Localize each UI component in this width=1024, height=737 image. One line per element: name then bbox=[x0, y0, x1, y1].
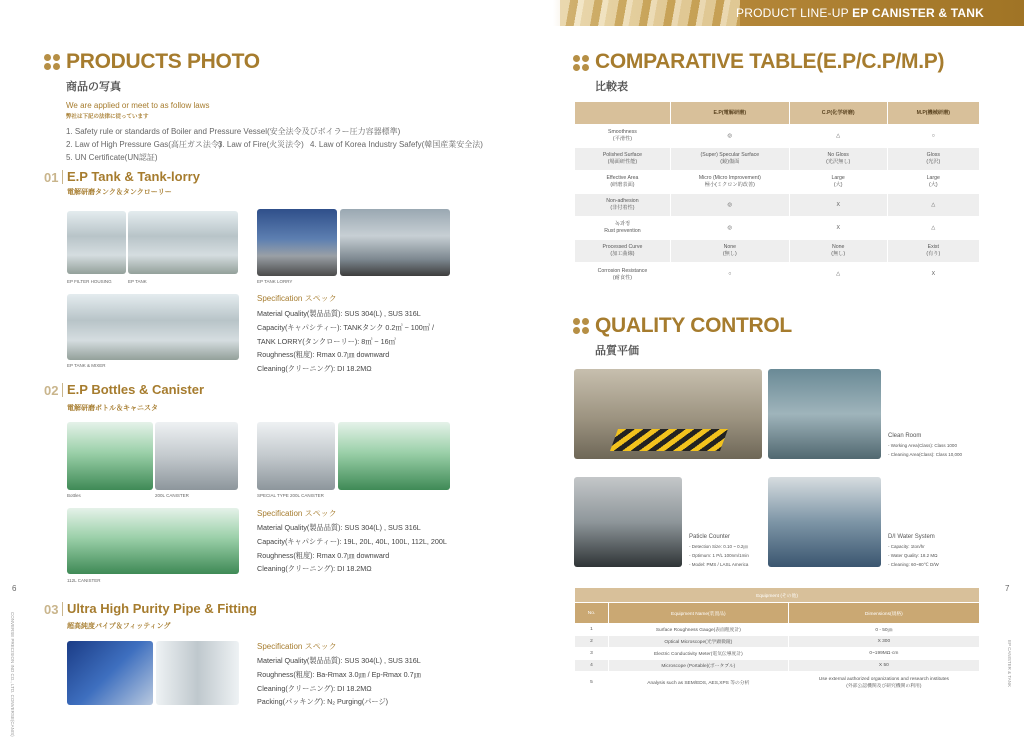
cell-no: 2 bbox=[575, 636, 609, 648]
clean-room-line: - Cleaning Area(Class): Class 10,000 bbox=[888, 452, 963, 457]
val: None bbox=[831, 244, 845, 250]
di-line: - Water Quality: 18.2 MΩ bbox=[888, 553, 938, 558]
table-row bbox=[575, 660, 980, 672]
label-en: Non-adhesion bbox=[606, 198, 639, 204]
spec-line: Material Quality(製品品質): SUS 304(L) , SUS 316L bbox=[257, 309, 421, 318]
intro-en: We are applied or meet to as follow laws bbox=[66, 101, 210, 110]
table-row bbox=[575, 194, 980, 217]
val: X bbox=[931, 271, 936, 277]
cell-name: Optical Microscope(光学顕微鏡) bbox=[608, 636, 788, 648]
section-title: E.P Tank & Tank-lorry bbox=[67, 169, 200, 184]
section-title: Ultra High Purity Pipe & Fitting bbox=[67, 601, 257, 616]
spec-line: Capacity(キャパシティー): 19L, 20L, 40L, 100L, 112L, 200L bbox=[257, 536, 447, 546]
spec-line: Cleaning(クリーニング): DI 18.2MΩ bbox=[257, 564, 372, 574]
label-en: Effective Area bbox=[606, 175, 639, 181]
val: Large bbox=[926, 175, 940, 181]
intro-jp: 弊社は下記の法律に従っています bbox=[66, 114, 149, 120]
clean-room-photo-1 bbox=[574, 369, 762, 459]
val: None bbox=[723, 244, 737, 250]
clean-room-photo-2 bbox=[768, 369, 881, 459]
val: X bbox=[836, 224, 840, 231]
table-row bbox=[575, 648, 980, 660]
val: ○ bbox=[931, 132, 935, 139]
label-jp: (場面研性能) bbox=[607, 159, 638, 165]
val: Large bbox=[831, 175, 845, 181]
table-row bbox=[575, 636, 980, 648]
spec-heading: Specification スペック bbox=[257, 509, 337, 518]
photo-caption: EP TANK LORRY bbox=[257, 279, 293, 284]
cell-dim bbox=[788, 672, 979, 694]
section-subtitle: 電解研磨タンク＆タンクローリー bbox=[67, 189, 172, 196]
cell-dim: 0 - 50㎛ bbox=[788, 624, 979, 636]
cell-dim: X 300 bbox=[788, 636, 979, 648]
val: (Super) Specular Surface bbox=[700, 152, 760, 158]
equipment-table bbox=[574, 588, 979, 694]
header-prefix: PRODUCT LINE-UP bbox=[736, 6, 849, 20]
law-item: 3. Law of Fire(火災法令) bbox=[218, 140, 304, 149]
tank-lorry-photo-2 bbox=[340, 209, 450, 276]
val: △ bbox=[836, 271, 841, 277]
header-cell: C.P(化学研磨) bbox=[789, 102, 887, 125]
label-jp: (加工曲線) bbox=[610, 251, 635, 257]
table-row bbox=[575, 148, 980, 171]
di-line: - Cleaning: 60~80℃ D/W bbox=[888, 562, 939, 567]
spine-text-left: CONVERSE PRECISION IND CO., LTD. CONVERSE(CANIS) bbox=[10, 612, 15, 737]
val-jp: (光沢) bbox=[926, 159, 941, 165]
divider bbox=[62, 383, 63, 397]
header-cell: Equipment Name(装置品) bbox=[608, 603, 788, 624]
spec-list bbox=[257, 521, 447, 576]
special-canister-photo-2 bbox=[338, 422, 450, 490]
comparative-table bbox=[574, 102, 979, 287]
photo-caption: 200L CANISTER bbox=[155, 493, 189, 498]
striped-platform bbox=[610, 429, 728, 451]
qc-title: QUALITY CONTROL bbox=[595, 314, 792, 337]
particle-line: - Detection Size: 0.10 ~ 0.2㎛ bbox=[689, 544, 748, 549]
table-row bbox=[575, 125, 980, 148]
val-jp: (無し) bbox=[831, 251, 846, 257]
label-en: Processed Curve bbox=[602, 244, 643, 250]
val: ◎ bbox=[727, 201, 733, 208]
cell-no: 3 bbox=[575, 648, 609, 660]
cell-ep bbox=[670, 125, 789, 148]
header-product: EP CANISTER & TANK bbox=[852, 6, 984, 20]
section-number: 01 bbox=[44, 170, 59, 185]
val: ◎ bbox=[727, 132, 733, 139]
val: ◎ bbox=[727, 224, 733, 231]
cell-no: 4 bbox=[575, 660, 609, 672]
spec-list bbox=[257, 654, 421, 709]
table-row bbox=[575, 624, 980, 636]
val-jp: (大) bbox=[928, 182, 938, 188]
equipment-header-row bbox=[575, 603, 980, 624]
photo-caption: 112L CANISTER bbox=[67, 578, 101, 583]
cell-no: 5 bbox=[575, 672, 609, 694]
val: △ bbox=[836, 132, 841, 139]
law-item: 4. Law of Korea Industry Safefy(韓国産業安全法) bbox=[310, 140, 483, 149]
val-jp: (鏡)傷面 bbox=[720, 159, 740, 165]
header-cell: No. bbox=[575, 603, 609, 624]
table-header-row bbox=[575, 102, 980, 125]
dim-jp: (外部公認機関及び研究機関の利用) bbox=[846, 683, 922, 689]
section-number: 03 bbox=[44, 602, 59, 617]
divider bbox=[62, 170, 63, 184]
spine-text-right: EP CANISTER & TANK bbox=[1007, 640, 1012, 688]
label-en: 녹과정 bbox=[614, 221, 630, 227]
header-cell: Dimensions(規格) bbox=[788, 603, 979, 624]
bullet-dots-icon bbox=[573, 318, 589, 334]
header-title bbox=[736, 6, 984, 20]
spec-line: Roughness(粗度): Rmax 0.7㎛ downward bbox=[257, 550, 390, 560]
val: Gloss bbox=[926, 152, 940, 158]
cell-dim: 0~199MΩ·cm bbox=[788, 648, 979, 660]
cell-name: Microscope (Portable)(ポータブル) bbox=[608, 660, 788, 672]
spec-line: Cleaning(クリーニング): DI 18.2MΩ bbox=[257, 683, 372, 693]
spec-line: TANK LORRY(タンクローリー): 8㎥ ~ 16㎥ bbox=[257, 336, 396, 346]
spec-line: Cleaning(クリーニング): DI 18.2MΩ bbox=[257, 364, 372, 374]
section-subtitle: 超高純度パイプ＆フィッティング bbox=[67, 623, 171, 630]
section-title: E.P Bottles & Canister bbox=[67, 382, 205, 397]
label-jp: (平滑性) bbox=[612, 136, 632, 142]
di-water-title: D/I Water System bbox=[888, 534, 935, 540]
law-item: 2. Law of High Pressure Gas(高圧ガス法令) bbox=[66, 140, 222, 149]
spec-line: Packing(パッキング): N₂ Purging(パージ) bbox=[257, 697, 389, 707]
spec-heading: Specification スペック bbox=[257, 294, 337, 303]
cell-mp bbox=[887, 125, 979, 148]
row-label bbox=[575, 125, 671, 148]
header-cell: M.P(機械研磨) bbox=[887, 102, 979, 125]
divider bbox=[62, 602, 63, 616]
ep-tank-photo bbox=[128, 211, 238, 274]
page-number-right: 7 bbox=[1005, 584, 1010, 593]
label-en: Smoothness bbox=[608, 129, 637, 135]
spec-line: Material Quality(製品品質): SUS 304(L) , SUS 316L bbox=[257, 523, 421, 532]
spec-line: Material Quality(製品品質): SUS 304(L) , SUS 316L bbox=[257, 656, 421, 665]
header-cell bbox=[575, 102, 671, 125]
cell-dim: X 50 bbox=[788, 660, 979, 672]
cell-cp bbox=[789, 125, 887, 148]
comparative-title: COMPARATIVE TABLE(E.P/C.P/M.P) bbox=[595, 50, 945, 73]
val: △ bbox=[931, 224, 936, 231]
di-water-photo bbox=[768, 477, 881, 567]
dim-en: Use external authorized organizations and research institutes bbox=[818, 676, 949, 682]
canister-200l-photo bbox=[155, 422, 238, 490]
val: Micro (Micro Improvement) bbox=[698, 175, 761, 181]
canister-112l-photo bbox=[67, 508, 239, 574]
bottles-photo bbox=[67, 422, 153, 490]
comparative-subtitle: 比較表 bbox=[595, 81, 628, 93]
label-en: Corrosion Resistance bbox=[597, 267, 648, 274]
table-row bbox=[575, 240, 980, 263]
di-line: - Capacity: 1ton/hr bbox=[888, 544, 925, 549]
spec-heading: Specification スペック bbox=[257, 642, 337, 651]
cell-name: Analysis such as SEM/EDS, AES,XPS 等の分析 bbox=[608, 672, 788, 694]
tank-lorry-photo-1 bbox=[257, 209, 337, 276]
header-cell: E.P(電解研磨) bbox=[670, 102, 789, 125]
val-jp: 極小(ミクロン的改善) bbox=[704, 182, 755, 188]
bullet-dots-icon bbox=[573, 55, 589, 71]
page-number-left: 6 bbox=[12, 584, 17, 593]
law-item: 5. UN Certificate(UN認証) bbox=[66, 153, 158, 162]
page-title: PRODUCTS PHOTO bbox=[66, 50, 260, 73]
label-jp: (耐食性) bbox=[612, 274, 632, 281]
val: ○ bbox=[728, 271, 732, 277]
photo-caption: Bottles bbox=[67, 493, 81, 498]
photo-caption: SPECIAL TYPE 200L CANISTER bbox=[257, 493, 324, 498]
cell-name: Electric Conductivity Meter(電気伝導度計) bbox=[608, 648, 788, 660]
cell-name: Surface Roughness Gauge(表面粗度計) bbox=[608, 624, 788, 636]
val: No Gloss bbox=[827, 152, 849, 158]
equipment-caption: Equipment (その他) bbox=[575, 588, 980, 603]
spec-line: Capacity(キャパシティー): TANKタンク 0.2㎥ ~ 100㎥ / bbox=[257, 322, 434, 332]
clean-room-line: - Working Area(Class): Class 1000 bbox=[888, 443, 957, 448]
particle-line: - Model: PMS / LASL America bbox=[689, 562, 749, 567]
spec-list bbox=[257, 307, 434, 376]
val-jp: (有り) bbox=[926, 251, 941, 257]
label-jp: Rust prevention bbox=[604, 228, 641, 234]
val-jp: (無し) bbox=[722, 251, 737, 257]
table-row bbox=[575, 263, 980, 287]
label-jp: (研磨表面) bbox=[610, 182, 635, 188]
val: Exist bbox=[927, 244, 939, 250]
section-subtitle: 電解研磨ボトル＆キャニスタ bbox=[67, 405, 158, 412]
bullet-dots-icon bbox=[44, 54, 60, 70]
special-canister-photo-1 bbox=[257, 422, 335, 490]
particle-counter-title: Paticle Counter bbox=[689, 534, 731, 540]
val-jp: (大) bbox=[833, 182, 843, 188]
section-number: 02 bbox=[44, 383, 59, 398]
equipment-caption-row bbox=[575, 588, 980, 603]
pipe-fitting-photo-2 bbox=[156, 641, 239, 705]
table-row bbox=[575, 171, 980, 194]
header-photo-strip bbox=[560, 0, 740, 26]
particle-line: - Optimum: 1 P/L 100nm/1min bbox=[689, 553, 749, 558]
particle-counter-photo bbox=[574, 477, 682, 567]
label-en: Polished Surface bbox=[602, 152, 643, 158]
label-jp: (非付着性) bbox=[610, 205, 635, 211]
ep-tank-mixer-photo bbox=[67, 294, 239, 360]
photo-caption: EP TANK & MIXER bbox=[67, 363, 106, 368]
table-row bbox=[575, 217, 980, 240]
ep-filter-housing-photo bbox=[67, 211, 126, 274]
table-row bbox=[575, 672, 980, 694]
spec-line: Roughness(粗度): Rmax 0.7㎛ downward bbox=[257, 350, 390, 360]
law-item: 1. Safety rule or standards of Boiler and Pressure Vessel(安全法令及びボイラー圧力容器標準) bbox=[66, 127, 401, 136]
page-subtitle: 商品の写真 bbox=[66, 81, 121, 93]
spec-line: Roughness(粗度): Ba-Rmax 3.0㎛ / Ep-Rmax 0.7㎛ bbox=[257, 669, 421, 679]
clean-room-title: Clean Room bbox=[888, 433, 922, 439]
cell-no: 1 bbox=[575, 624, 609, 636]
photo-caption: EP TANK bbox=[128, 279, 147, 284]
qc-subtitle: 品質平価 bbox=[595, 345, 639, 357]
photo-caption: EP FILTER HOUSING bbox=[67, 279, 112, 284]
val: △ bbox=[931, 201, 936, 208]
val-jp: (光沢無し) bbox=[826, 159, 851, 165]
val: X bbox=[836, 201, 840, 208]
pipe-fitting-photo-1 bbox=[67, 641, 153, 705]
